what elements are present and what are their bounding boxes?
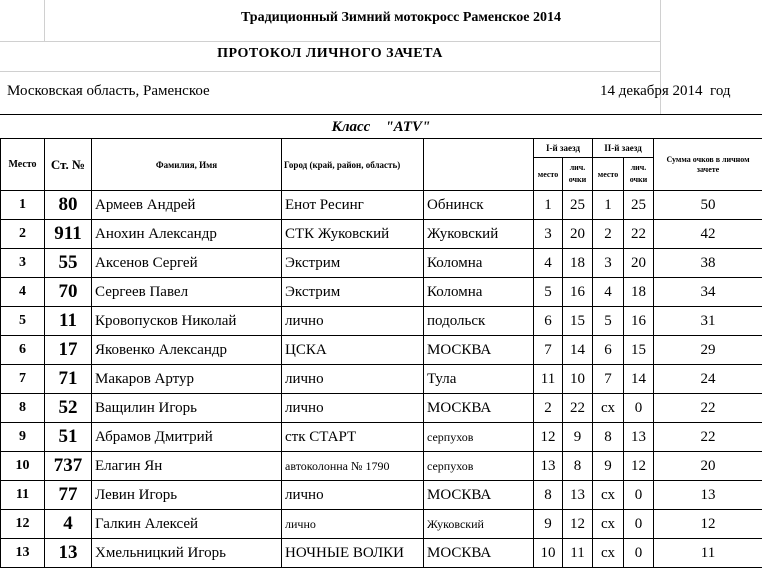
cell-team: лично (282, 510, 424, 539)
cell-race1-place: 6 (534, 307, 563, 336)
cell-place: 2 (1, 220, 45, 249)
cell-place: 9 (1, 423, 45, 452)
cell-team: Экстрим (282, 278, 424, 307)
cell-place: 5 (1, 307, 45, 336)
col-header-race2: II-й заезд (593, 139, 654, 158)
cell-race2-place: 5 (593, 307, 624, 336)
cell-name: Макаров Артур (92, 365, 282, 394)
cell-total: 34 (654, 278, 762, 307)
cell-name: Елагин Ян (92, 452, 282, 481)
cell-team: Экстрим (282, 249, 424, 278)
cell-name: Абрамов Дмитрий (92, 423, 282, 452)
table-row (1, 423, 762, 452)
cell-race1-points: 8 (563, 452, 593, 481)
cell-race2-place: 7 (593, 365, 624, 394)
cell-number: 4 (45, 510, 92, 539)
cell-place: 3 (1, 249, 45, 278)
cell-race1-place: 10 (534, 539, 563, 568)
cell-race1-points: 16 (563, 278, 593, 307)
cell-number: 71 (45, 365, 92, 394)
cell-name: Аксенов Сергей (92, 249, 282, 278)
cell-city: серпухов (424, 452, 534, 481)
cell-race2-place: 3 (593, 249, 624, 278)
cell-number: 13 (45, 539, 92, 568)
cell-race1-points: 20 (563, 220, 593, 249)
table-row (1, 481, 762, 510)
table-row (1, 278, 762, 307)
date-text: 14 декабря 2014 год (600, 83, 731, 99)
cell-total: 22 (654, 423, 762, 452)
cell-number: 70 (45, 278, 92, 307)
cell-total: 42 (654, 220, 762, 249)
cell-race1-points: 18 (563, 249, 593, 278)
col-header-race2-place: место (593, 158, 624, 191)
cell-city: Коломна (424, 278, 534, 307)
cell-total: 22 (654, 394, 762, 423)
cell-number: 77 (45, 481, 92, 510)
table-row (1, 336, 762, 365)
cell-team: лично (282, 307, 424, 336)
cell-city: Коломна (424, 249, 534, 278)
cell-place: 1 (1, 191, 45, 220)
cell-city: Тула (424, 365, 534, 394)
table-row (1, 191, 762, 220)
cell-race1-points: 25 (563, 191, 593, 220)
cell-race1-place: 4 (534, 249, 563, 278)
cell-race2-points: 16 (624, 307, 654, 336)
cell-team: лично (282, 365, 424, 394)
cell-name: Сергеев Павел (92, 278, 282, 307)
cell-team: автоколонна № 1790 (282, 452, 424, 481)
cell-team: лично (282, 394, 424, 423)
table-row (1, 365, 762, 394)
cell-race1-place: 1 (534, 191, 563, 220)
cell-city: Обнинск (424, 191, 534, 220)
cell-race1-points: 10 (563, 365, 593, 394)
cell-city: серпухов (424, 423, 534, 452)
cell-race2-place: 2 (593, 220, 624, 249)
cell-number: 11 (45, 307, 92, 336)
col-header-race1-points: лич. очки (563, 158, 593, 191)
cell-race2-points: 15 (624, 336, 654, 365)
page-title: Традиционный Зимний мотокросс Раменское 2014 (240, 10, 561, 25)
cell-race1-place: 8 (534, 481, 563, 510)
class-label: Класс "ATV" (0, 114, 762, 139)
cell-race2-points: 0 (624, 510, 654, 539)
cell-race1-place: 9 (534, 510, 563, 539)
cell-total: 38 (654, 249, 762, 278)
cell-total: 13 (654, 481, 762, 510)
cell-city: МОСКВА (424, 336, 534, 365)
cell-race1-place: 11 (534, 365, 563, 394)
cell-place: 4 (1, 278, 45, 307)
cell-place: 7 (1, 365, 45, 394)
col-header-city (424, 139, 534, 191)
cell-place: 8 (1, 394, 45, 423)
table-row (1, 220, 762, 249)
cell-race2-place: 6 (593, 336, 624, 365)
cell-race1-place: 3 (534, 220, 563, 249)
cell-race2-points: 0 (624, 394, 654, 423)
cell-place: 6 (1, 336, 45, 365)
cell-name: Кровопусков Николай (92, 307, 282, 336)
cell-number: 911 (45, 220, 92, 249)
cell-city: Жуковский (424, 510, 534, 539)
table-row (1, 307, 762, 336)
cell-race1-points: 11 (563, 539, 593, 568)
cell-race2-place: 4 (593, 278, 624, 307)
table-row (1, 249, 762, 278)
cell-race2-points: 0 (624, 481, 654, 510)
cell-team: Енот Ресинг (282, 191, 424, 220)
cell-race2-points: 20 (624, 249, 654, 278)
cell-race1-place: 2 (534, 394, 563, 423)
cell-race1-place: 12 (534, 423, 563, 452)
grid-line (0, 41, 660, 42)
cell-city: Жуковский (424, 220, 534, 249)
cell-team: СТК Жуковский (282, 220, 424, 249)
cell-city: МОСКВА (424, 539, 534, 568)
col-header-race1: I-й заезд (534, 139, 593, 158)
cell-name: Левин Игорь (92, 481, 282, 510)
cell-race2-place: 1 (593, 191, 624, 220)
cell-race1-points: 12 (563, 510, 593, 539)
cell-race1-place: 13 (534, 452, 563, 481)
cell-race1-points: 14 (563, 336, 593, 365)
protocol-subtitle: ПРОТОКОЛ ЛИЧНОГО ЗАЧЕТА (217, 46, 443, 61)
cell-race2-points: 13 (624, 423, 654, 452)
col-header-place: Место (1, 139, 45, 191)
cell-place: 13 (1, 539, 45, 568)
col-header-number: Ст. № (45, 139, 92, 191)
cell-city: МОСКВА (424, 394, 534, 423)
table-row (1, 394, 762, 423)
cell-number: 51 (45, 423, 92, 452)
cell-race2-points: 22 (624, 220, 654, 249)
cell-number: 80 (45, 191, 92, 220)
cell-race1-points: 13 (563, 481, 593, 510)
col-header-race2-points: лич. очки (624, 158, 654, 191)
cell-number: 55 (45, 249, 92, 278)
cell-name: Галкин Алексей (92, 510, 282, 539)
cell-race1-place: 7 (534, 336, 563, 365)
cell-total: 50 (654, 191, 762, 220)
location-text: Московская область, Раменское (7, 83, 210, 99)
cell-total: 24 (654, 365, 762, 394)
col-header-race1-place: место (534, 158, 563, 191)
cell-name: Ващилин Игорь (92, 394, 282, 423)
cell-race1-points: 9 (563, 423, 593, 452)
cell-race2-place: 9 (593, 452, 624, 481)
cell-race2-points: 25 (624, 191, 654, 220)
cell-team: ЦСКА (282, 336, 424, 365)
cell-race2-points: 12 (624, 452, 654, 481)
table-row (1, 539, 762, 568)
cell-team: лично (282, 481, 424, 510)
cell-place: 11 (1, 481, 45, 510)
cell-total: 20 (654, 452, 762, 481)
cell-race2-place: сх (593, 510, 624, 539)
table-row (1, 510, 762, 539)
cell-total: 29 (654, 336, 762, 365)
cell-total: 31 (654, 307, 762, 336)
grid-line (0, 71, 660, 72)
cell-team: стк СТАРТ (282, 423, 424, 452)
cell-number: 737 (45, 452, 92, 481)
cell-total: 11 (654, 539, 762, 568)
cell-name: Анохин Александр (92, 220, 282, 249)
cell-team: НОЧНЫЕ ВОЛКИ (282, 539, 424, 568)
col-header-team: Город (край, район, область) (282, 139, 424, 191)
cell-race2-points: 18 (624, 278, 654, 307)
cell-total: 12 (654, 510, 762, 539)
cell-race2-points: 14 (624, 365, 654, 394)
cell-race2-points: 0 (624, 539, 654, 568)
col-header-total: Сумма очков в личном зачете (654, 139, 762, 191)
results-table (0, 138, 762, 568)
cell-race1-place: 5 (534, 278, 563, 307)
cell-number: 17 (45, 336, 92, 365)
cell-name: Армеев Андрей (92, 191, 282, 220)
cell-name: Яковенко Александр (92, 336, 282, 365)
cell-race2-place: сх (593, 394, 624, 423)
table-row (1, 452, 762, 481)
cell-race2-place: сх (593, 539, 624, 568)
cell-place: 10 (1, 452, 45, 481)
cell-race2-place: 8 (593, 423, 624, 452)
cell-city: МОСКВА (424, 481, 534, 510)
cell-race2-place: сх (593, 481, 624, 510)
cell-name: Хмельницкий Игорь (92, 539, 282, 568)
cell-number: 52 (45, 394, 92, 423)
cell-place: 12 (1, 510, 45, 539)
cell-race1-points: 22 (563, 394, 593, 423)
cell-race1-points: 15 (563, 307, 593, 336)
cell-city: подольск (424, 307, 534, 336)
col-header-name: Фамилия, Имя (92, 139, 282, 191)
